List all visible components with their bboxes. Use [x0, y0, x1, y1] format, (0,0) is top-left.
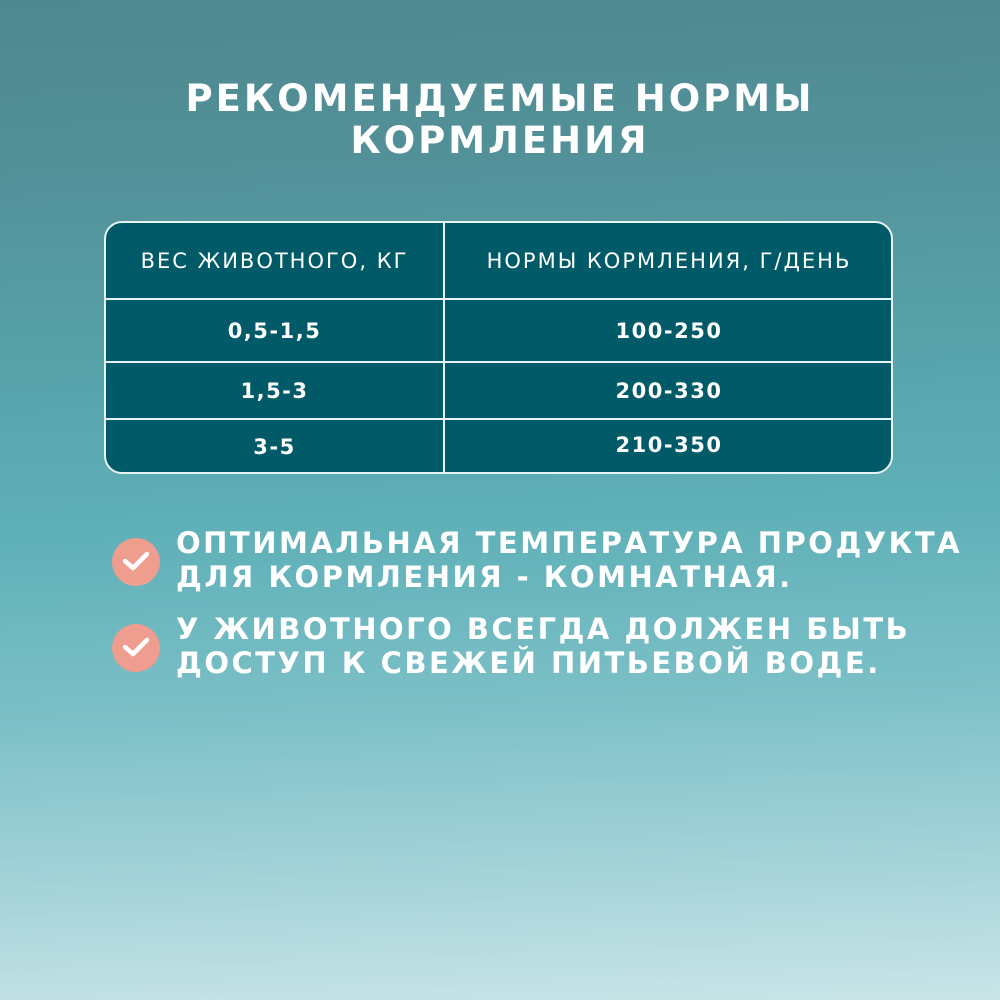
table-row — [106, 418, 891, 474]
weight-cell: 1,5-3 — [240, 378, 309, 403]
weight-cell: 3-5 — [253, 435, 296, 459]
check-icon — [112, 624, 160, 672]
norm-cell: 100-250 — [443, 300, 893, 361]
note-text — [176, 612, 916, 680]
note-line: ОПТИМАЛЬНАЯ ТЕМПЕРАТУРА ПРОДУКТА — [176, 526, 963, 560]
note-line: ДОСТУП К СВЕЖЕЙ ПИТЬЕВОЙ ВОДЕ. — [176, 646, 881, 680]
feeding-norms-table — [104, 221, 893, 474]
check-icon — [112, 538, 160, 586]
note-water — [112, 612, 912, 702]
title-line-2: КОРМЛЕНИЯ — [350, 119, 650, 162]
header-norms: НОРМЫ КОРМЛЕНИЯ, Г/ДЕНЬ — [443, 223, 893, 298]
page-title — [0, 78, 1000, 162]
header-weight: ВЕС ЖИВОТНОГО, КГ — [140, 248, 409, 273]
norm-cell: 210-350 — [443, 420, 893, 474]
note-temperature — [112, 526, 963, 616]
weight-cell: 0,5-1,5 — [227, 318, 322, 343]
table-row — [106, 361, 891, 418]
table-row — [106, 298, 891, 361]
note-line: У ЖИВОТНОГО ВСЕГДА ДОЛЖЕН БЫТЬ — [176, 612, 911, 646]
note-text — [176, 526, 963, 594]
title-line-1: РЕКОМЕНДУЕМЫЕ НОРМЫ — [185, 77, 815, 120]
norm-cell: 200-330 — [443, 363, 893, 418]
note-line: ДЛЯ КОРМЛЕНИЯ - КОМНАТНАЯ. — [176, 560, 793, 594]
table-header-row — [106, 223, 891, 298]
